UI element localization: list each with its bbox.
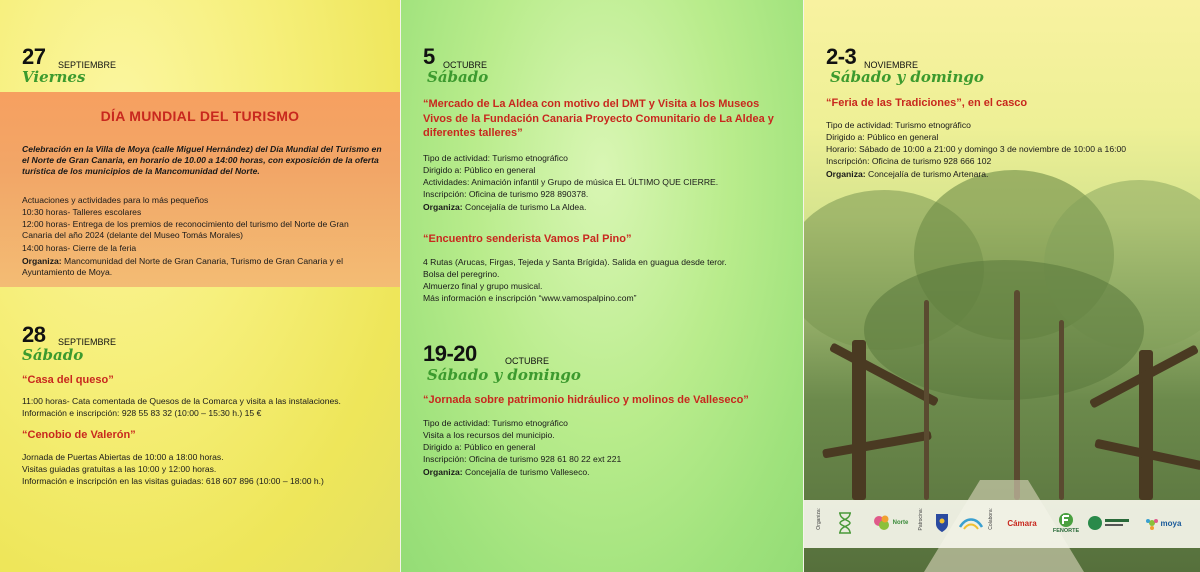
- event-line: 4 Rutas (Arucas, Firgas, Tejeda y Santa Brígida). Salida en guagua desde teror.: [423, 257, 727, 267]
- event-line: Visita a los recursos del municipio.: [423, 430, 555, 440]
- event-line: Información e inscripción en las visitas guiadas: 618 607 896 (10:00 – 18:00 h.): [22, 476, 324, 486]
- event-line: Inscripción: Oficina de turismo 928 666 102: [826, 156, 992, 166]
- organizer: [423, 467, 793, 478]
- date-number: 28: [22, 322, 46, 347]
- organizer: [826, 169, 1196, 180]
- norte-logo: Norte: [866, 510, 914, 536]
- event-title: DÍA MUNDIAL DEL TURISMO: [100, 108, 300, 124]
- event-line: Visitas guiadas gratuitas a las 10:00 y 12:00 horas.: [22, 464, 217, 474]
- event-line: Bolsa del peregrino.: [423, 269, 500, 279]
- coat-of-arms-icon: [930, 510, 954, 536]
- event-line: Inscripción: Oficina de turismo 928 61 80 22 ext 221: [423, 454, 622, 464]
- camara-logo: Cámara: [1007, 518, 1037, 528]
- event-title: “Feria de las Tradiciones”, en el casco: [826, 97, 1028, 109]
- event-line: Tipo de actividad: Turismo etnográfico: [826, 120, 971, 130]
- villa-de-moya-logo-icon: [1086, 510, 1132, 536]
- event-line: Dirigido a: Público en general: [826, 132, 939, 142]
- event-line: Actuaciones y actividades para lo más pequeños: [22, 195, 209, 205]
- organizer-label: Organiza:: [826, 169, 866, 179]
- tree-trunk: [1059, 320, 1064, 500]
- event-line: Más información e inscripción “www.vamospalpino.com”: [423, 293, 637, 303]
- organizer: [22, 256, 382, 278]
- event-title: “Jornada sobre patrimonio hidráulico y molinos de Valleseco”: [423, 394, 749, 406]
- date-month: OCTUBRE: [443, 60, 488, 70]
- event-line: 12:00 horas- Entrega de los premios de reconocimiento del turismo del Norte de Gran Canaria del año 2024 (delante del Museo Tomás Morales): [22, 219, 349, 240]
- weekday: Sábado y domingo: [830, 68, 984, 86]
- sponsors-group-label: Patrocina:: [918, 508, 924, 531]
- tree-trunk: [924, 300, 929, 500]
- organizer-value: Concejalía de turismo Artenara.: [868, 169, 989, 179]
- fenorte-logo: FENORTE: [1048, 510, 1084, 536]
- event-title: “Casa del queso”: [22, 374, 114, 386]
- event-line: Tipo de actividad: Turismo etnográfico: [423, 153, 568, 163]
- organizer: [423, 202, 793, 213]
- event-line: Información e inscripción: 928 55 83 32 (10:00 – 15:30 h.) 15 €: [22, 408, 262, 418]
- date-month: SEPTIEMBRE: [58, 60, 117, 70]
- date-month: OCTUBRE: [505, 356, 550, 366]
- event-intro: Celebración en la Villa de Moya (calle Miguel Hernández) del Día Mundial del Turismo en el Norte de Gran Canaria, en horario de 10.00 a 14:00 horas, con exposición de la oferta turística de los municipios de la Mancomunidad del Norte.: [22, 144, 382, 176]
- organizer-value: Concejalía de turismo Valleseco.: [465, 467, 590, 477]
- weekday: Viernes: [22, 68, 86, 86]
- organizer-value: Concejalía de turismo La Aldea.: [465, 202, 587, 212]
- moya-logo: moya: [1134, 510, 1192, 536]
- sponsors-group-label: Colabora:: [988, 508, 994, 530]
- event-line: Dirigido a: Público en general: [423, 442, 536, 452]
- tree-trunk: [1014, 290, 1020, 500]
- date-number: 5: [423, 44, 435, 69]
- weekday: Sábado: [22, 346, 84, 364]
- date-number: 2-3: [826, 44, 857, 69]
- date-number: 19-20: [423, 341, 477, 366]
- event-line: Actividades: Animación infantil y Grupo de música EL ÚLTIMO QUE CIERRE.: [423, 177, 719, 187]
- event-line: Almuerzo final y grupo musical.: [423, 281, 543, 291]
- panel-october: [401, 0, 803, 572]
- event-line: 11:00 horas- Cata comentada de Quesos de la Comarca y visita a las instalaciones.: [22, 396, 341, 406]
- panel-november: [804, 0, 1200, 572]
- date-month: SEPTIEMBRE: [58, 337, 117, 347]
- sponsors-group-label: Organiza:: [816, 508, 822, 530]
- organizer-label: Organiza:: [22, 256, 62, 266]
- event-title: “Cenobio de Valerón”: [22, 429, 136, 441]
- date-number: 27: [22, 44, 46, 69]
- organizer-value: Mancomunidad del Norte de Gran Canaria, Turismo de Gran Canaria y el Ayuntamiento de Moya.: [22, 256, 343, 277]
- organizer-label: Organiza:: [423, 202, 463, 212]
- event-title: “Encuentro senderista Vamos Pal Pino”: [423, 233, 632, 245]
- organizer-label: Organiza:: [423, 467, 463, 477]
- event-line: Inscripción: Oficina de turismo 928 890378.: [423, 189, 589, 199]
- event-title: “Mercado de La Aldea con motivo del DMT y Visita a los Museos Vivos de la Fundación Canaria Proyecto Comunitario de La Aldea y diferentes talleres”: [423, 98, 774, 139]
- fence-rail: [822, 431, 932, 459]
- event-line: Jornada de Puertas Abiertas de 10:00 a 18:00 horas.: [22, 452, 224, 462]
- hourglass-logo-icon: [832, 510, 858, 536]
- date-month: NOVIEMBRE: [864, 60, 919, 70]
- weekday: Sábado: [427, 68, 489, 86]
- gran-canaria-logo-icon: [956, 510, 986, 536]
- event-line: Dirigido a: Público en general: [423, 165, 536, 175]
- weekday: Sábado y domingo: [427, 366, 581, 384]
- event-line: 10:30 horas- Talleres escolares: [22, 207, 142, 217]
- tree-foliage: [864, 260, 1144, 400]
- event-line: Tipo de actividad: Turismo etnográfico: [423, 418, 568, 428]
- panel-september: [0, 0, 400, 572]
- event-line: 14:00 horas- Cierre de la feria: [22, 243, 137, 253]
- event-line: Horario: Sábado de 10:00 a 21:00 y domingo 3 de noviembre de 10:00 a 16:00: [826, 144, 1127, 154]
